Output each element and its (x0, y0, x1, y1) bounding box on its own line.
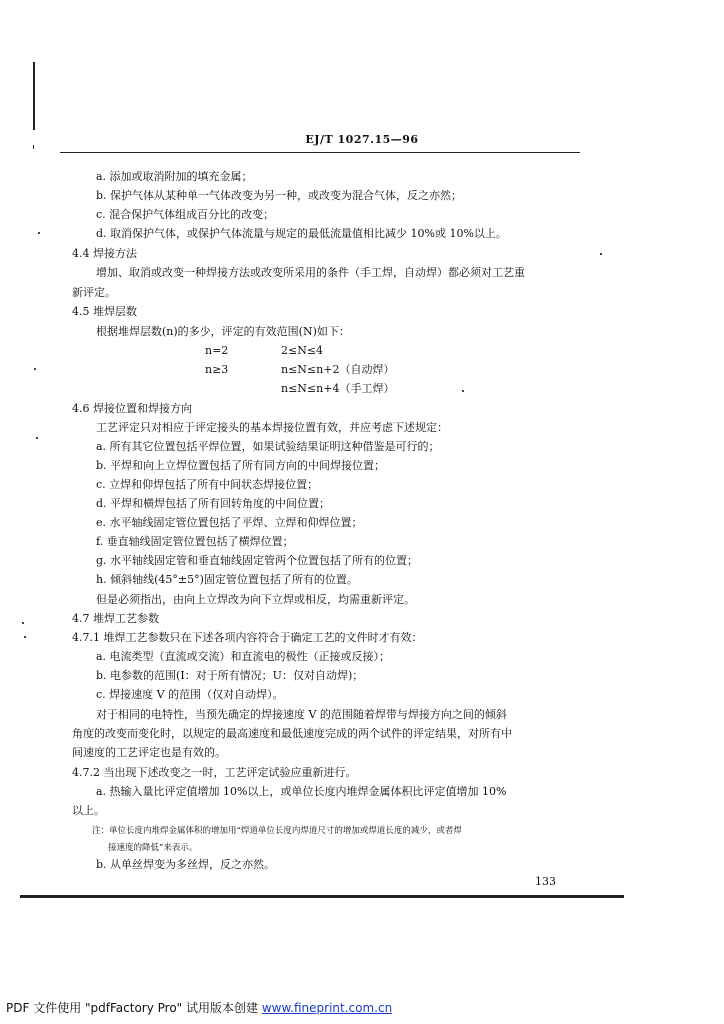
note-line: 注：单位长度内堆焊金属体积的增加用“焊道单位长度内焊道尺寸的增加或焊道长度的减少，或者焊 (92, 826, 462, 836)
section-heading: 4.6 焊接位置和焊接方向 (72, 402, 192, 415)
text-line: 角度的改变而变化时，以规定的最高速度和最低速度完成的两个试件的评定结果，对所有中 (72, 727, 512, 740)
text-line: 根据堆焊层数(n)的多少，评定的有效范围(N)如下： (96, 325, 350, 338)
scan-speck (600, 253, 602, 255)
text-line: 但是必须指出，由向上立焊改为向下立焊或相反，均需重新评定。 (96, 593, 415, 606)
footer-link[interactable]: www.fineprint.com.cn (261, 1001, 393, 1015)
text-line: a. 热输入量比评定值增加 10%以上，或单位长度内堆焊金属体积比评定值增加 10% (96, 785, 507, 798)
note-line: 接速度的降低”来表示。 (108, 843, 198, 853)
document-code: EJ/T 1027.15—96 (305, 133, 419, 146)
text-line: 工艺评定只对相应于评定接头的基本焊接位置有效，并应考虑下述规定： (96, 421, 448, 434)
text-line: 新评定。 (72, 286, 116, 299)
subsection-line: 4.7.1 堆焊工艺参数只在下述各项内容符合于确定工艺的文件时才有效： (72, 631, 423, 644)
text-line: b. 电参数的范围(I：对于所有情况；U：仅对自动焊)； (96, 669, 364, 682)
binding-margin-line (33, 62, 35, 130)
text-line: c. 立焊和仰焊包括了所有中间状态焊接位置； (96, 478, 319, 491)
scan-speck (22, 622, 24, 624)
formula-range: n≤N≤n+4（手工焊） (281, 382, 395, 395)
formula-condition: n=2 (205, 344, 229, 357)
scan-speck (36, 437, 38, 439)
formula-condition: n≥3 (205, 363, 229, 376)
text-line: a. 所有其它位置包括平焊位置，如果试验结果证明这种借鉴是可行的； (96, 440, 440, 453)
text-line: f. 垂直轴线固定管位置包括了横焊位置； (96, 535, 294, 548)
text-line: b. 保护气体从某种单一气体改变为另一种，或改变为混合气体，反之亦然； (96, 189, 463, 202)
text-line: a. 电流类型（直流或交流）和直流电的极性（正接或反接）； (96, 650, 391, 663)
text-line: g. 水平轴线固定管和垂直轴线固定管两个位置包括了所有的位置； (96, 554, 419, 567)
text-line: 增加、取消或改变一种焊接方法或改变所采用的条件（手工焊，自动焊）都必须对工艺重 (96, 266, 525, 279)
text-line: h. 倾斜轴线(45°±5°)固定管位置包括了所有的位置。 (96, 573, 358, 586)
text-line: e. 水平轴线固定管位置包括了平焊、立焊和仰焊位置； (96, 516, 363, 529)
scan-speck (34, 368, 36, 370)
header-rule (60, 152, 580, 153)
text-line: d. 平焊和横焊包括了所有回转角度的中间位置； (96, 497, 331, 510)
text-line: c. 焊接速度 V 的范围（仅对自动焊）。 (96, 688, 284, 701)
text-line: d. 取消保护气体，或保护气体流量与规定的最低流量值相比减少 10%或 10%以上。 (96, 227, 507, 240)
subsection-line: 4.7.2 当出现下述改变之一时，工艺评定试验应重新进行。 (72, 766, 357, 779)
scan-speck (24, 636, 26, 638)
text-line: b. 从单丝焊变为多丝焊，反之亦然。 (96, 858, 276, 871)
text-line: 对于相同的电特性，当预先确定的焊接速度 V 的范围随着焊带与焊接方向之间的倾斜 (96, 708, 507, 721)
section-heading: 4.4 焊接方法 (72, 247, 137, 260)
bottom-rule (20, 895, 624, 898)
section-heading: 4.7 堆焊工艺参数 (72, 612, 159, 625)
text-line: c. 混合保护气体组成百分比的改变； (96, 208, 275, 221)
formula-range: n≤N≤n+2（自动焊） (281, 363, 395, 376)
section-heading: 4.5 堆焊层数 (72, 305, 137, 318)
page-number: 133 (535, 875, 556, 888)
footer-text: PDF 文件使用 "pdfFactory Pro" 试用版本创建 (6, 1001, 262, 1015)
text-line: 间速度的工艺评定也是有效的。 (72, 746, 226, 759)
formula-range: 2≤N≤4 (281, 344, 324, 357)
text-line: a. 添加或取消附加的填充金属； (96, 170, 253, 183)
text-line: b. 平焊和向上立焊位置包括了所有同方向的中间焊接位置； (96, 459, 386, 472)
scan-speck (462, 390, 464, 392)
scan-speck (38, 232, 40, 234)
pdf-footer (6, 999, 392, 1016)
text-line: 以上。 (72, 804, 105, 817)
